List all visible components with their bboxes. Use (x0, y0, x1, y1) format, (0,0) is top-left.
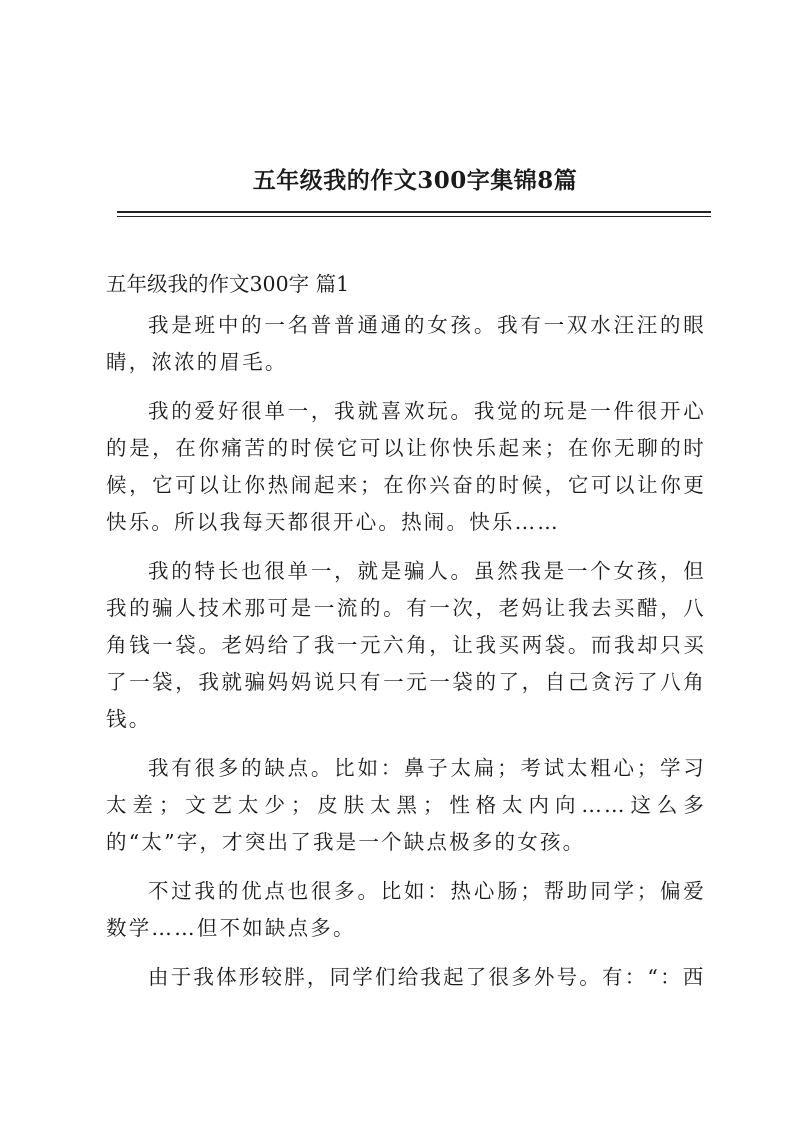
paragraph: 我有很多的缺点。比如：鼻子太扁；考试太粗心；学习太差；文艺太少；皮肤太黑；性格太内向……这么多的“太”字，才突出了我是一个缺点极多的女孩。 (106, 756, 706, 854)
article-body (106, 266, 706, 1008)
paragraph: 我的爱好很单一，我就喜欢玩。我觉的玩是一件很开心的是，在你痛苦的时侯它可以让你快乐起来；在你无聊的时候，它可以让你热闹起来；在你兴奋的时候，它可以让你更快乐。所以我每天都很开心。热闹。快乐…… (106, 399, 706, 534)
paragraph: 不过我的优点也很多。比如：热心肠；帮助同学；偏爱数学……但不如缺点多。 (106, 879, 706, 940)
title-divider-thick (117, 211, 711, 213)
title-divider-thin (117, 216, 711, 217)
paragraph: 我的特长也很单一，就是骗人。虽然我是一个女孩，但我的骗人技术那可是一流的。有一次，老妈让我去买醋，八角钱一袋。老妈给了我一元六角，让我买两袋。而我却只买了一袋，我就骗妈妈说只有一元一袋的了，自己贪污了八角钱。 (106, 559, 706, 731)
paragraph: 由于我体形较胖，同学们给我起了很多外号。有：“：西 (148, 965, 706, 989)
paragraph: 我是班中的一名普普通通的女孩。我有一双水汪汪的眼睛，浓浓的眉毛。 (106, 313, 706, 374)
section-heading: 五年级我的作文300字 篇1 (106, 272, 350, 296)
document-title: 五年级我的作文300字集锦8篇 (252, 167, 578, 194)
